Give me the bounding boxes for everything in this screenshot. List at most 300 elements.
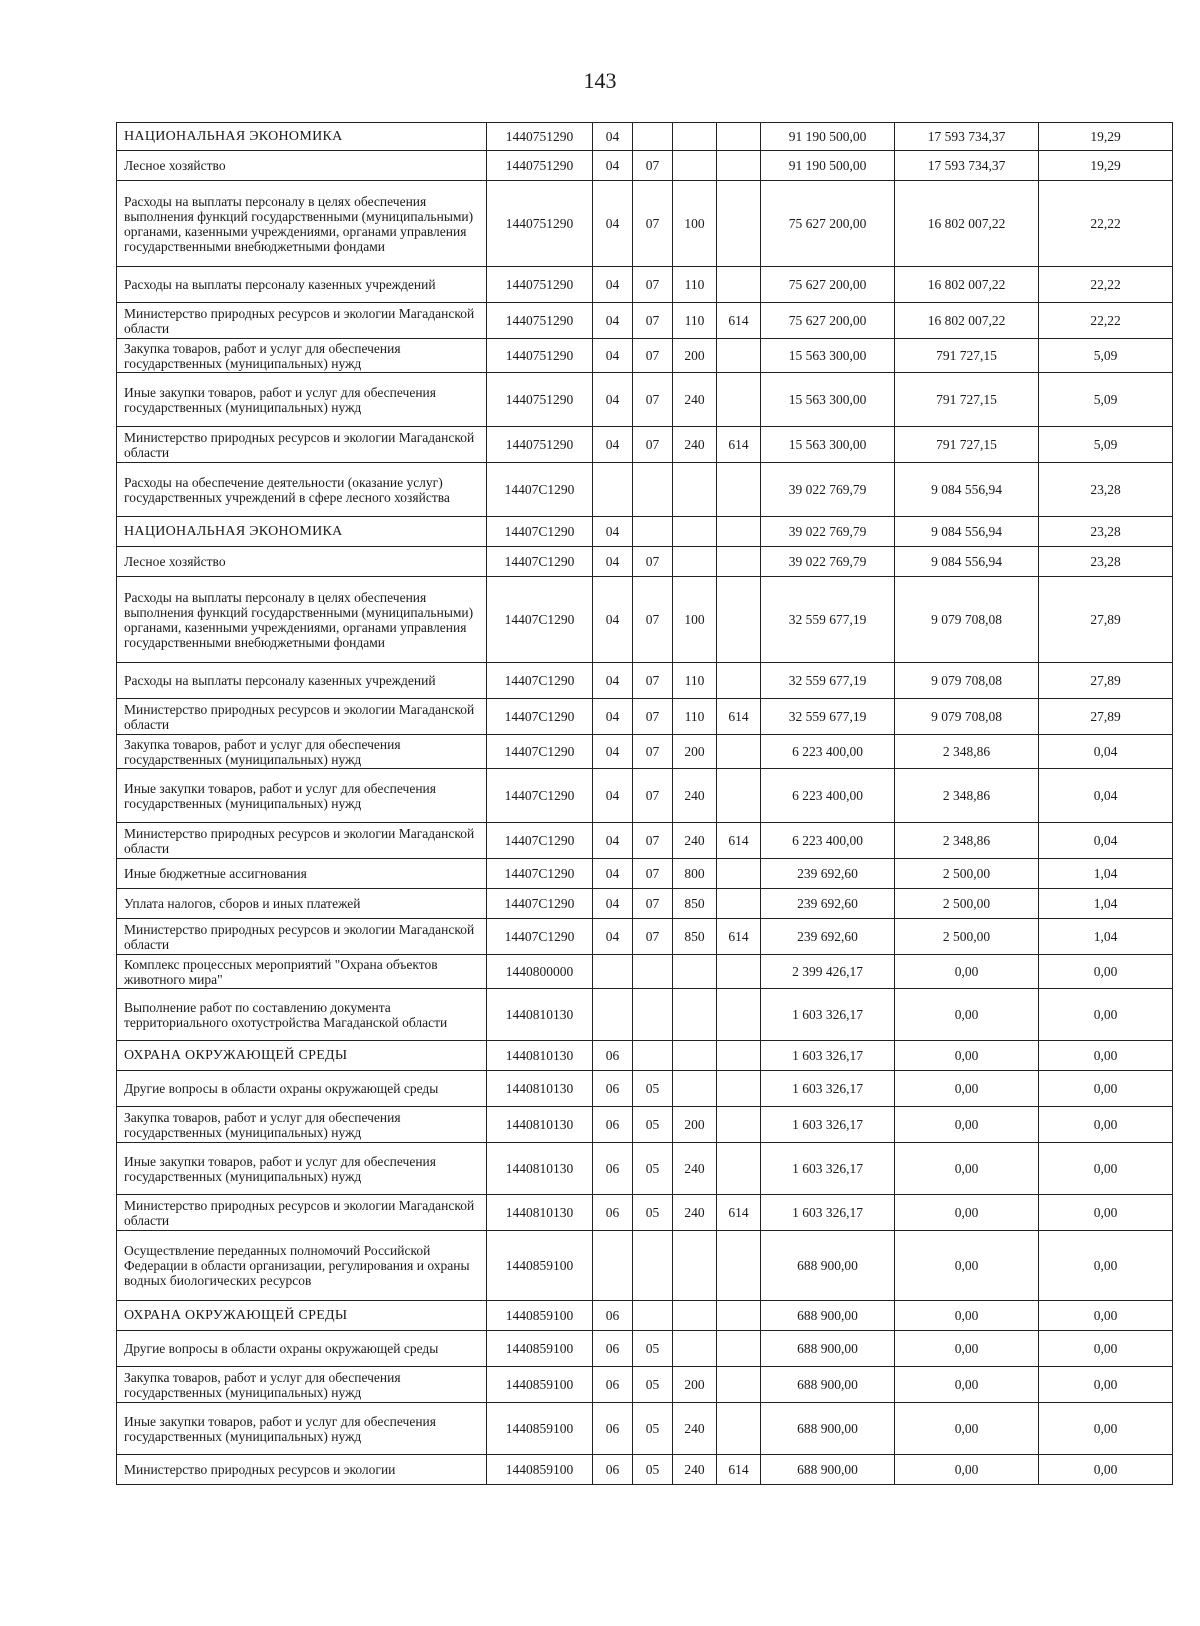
execution-percent-cell: 0,00 bbox=[1039, 1331, 1173, 1367]
administrator-cell bbox=[717, 859, 761, 889]
table-row bbox=[117, 547, 1173, 577]
target-article-cell: 14407С1290 bbox=[487, 547, 593, 577]
execution-percent-cell: 1,04 bbox=[1039, 889, 1173, 919]
executed-amount-cell: 0,00 bbox=[895, 1455, 1039, 1485]
execution-percent-cell: 23,28 bbox=[1039, 547, 1173, 577]
expense-type-cell: 200 bbox=[673, 339, 717, 373]
section-cell bbox=[593, 955, 633, 989]
table-row bbox=[117, 463, 1173, 517]
execution-percent-cell: 22,22 bbox=[1039, 267, 1173, 303]
execution-percent-cell: 0,04 bbox=[1039, 735, 1173, 769]
section-cell: 06 bbox=[593, 1107, 633, 1143]
execution-percent-cell: 0,00 bbox=[1039, 1403, 1173, 1455]
executed-amount-cell: 791 727,15 bbox=[895, 427, 1039, 463]
target-article-cell: 1440751290 bbox=[487, 427, 593, 463]
section-cell: 06 bbox=[593, 1195, 633, 1231]
section-cell: 04 bbox=[593, 859, 633, 889]
expense-type-cell bbox=[673, 1231, 717, 1301]
subsection-cell: 07 bbox=[633, 919, 673, 955]
execution-percent-cell: 0,00 bbox=[1039, 1041, 1173, 1071]
administrator-cell bbox=[717, 339, 761, 373]
target-article-cell: 1440751290 bbox=[487, 151, 593, 181]
section-cell: 04 bbox=[593, 769, 633, 823]
table-row bbox=[117, 339, 1173, 373]
expense-type-cell bbox=[673, 151, 717, 181]
row-name-cell: Осуществление переданных полномочий Российской Федерации в области организации, регулирования и охраны водных биологических ресурсов bbox=[117, 1231, 487, 1301]
planned-amount-cell: 15 563 300,00 bbox=[761, 427, 895, 463]
administrator-cell bbox=[717, 735, 761, 769]
target-article-cell: 1440859100 bbox=[487, 1367, 593, 1403]
table-row bbox=[117, 699, 1173, 735]
executed-amount-cell: 2 500,00 bbox=[895, 889, 1039, 919]
target-article-cell: 1440810130 bbox=[487, 1195, 593, 1231]
execution-percent-cell: 5,09 bbox=[1039, 339, 1173, 373]
executed-amount-cell: 0,00 bbox=[895, 955, 1039, 989]
expense-type-cell: 240 bbox=[673, 427, 717, 463]
executed-amount-cell: 0,00 bbox=[895, 1071, 1039, 1107]
table-body bbox=[117, 123, 1173, 1485]
subsection-cell: 07 bbox=[633, 859, 673, 889]
planned-amount-cell: 688 900,00 bbox=[761, 1367, 895, 1403]
execution-percent-cell: 0,00 bbox=[1039, 1195, 1173, 1231]
executed-amount-cell: 0,00 bbox=[895, 1143, 1039, 1195]
section-cell: 06 bbox=[593, 1301, 633, 1331]
row-name-cell: Лесное хозяйство bbox=[117, 547, 487, 577]
subsection-cell bbox=[633, 1231, 673, 1301]
table-row bbox=[117, 1301, 1173, 1331]
section-cell: 04 bbox=[593, 427, 633, 463]
subsection-cell: 07 bbox=[633, 663, 673, 699]
subsection-cell bbox=[633, 517, 673, 547]
planned-amount-cell: 1 603 326,17 bbox=[761, 1041, 895, 1071]
page-number: 143 bbox=[583, 68, 617, 93]
target-article-cell: 1440859100 bbox=[487, 1403, 593, 1455]
expense-type-cell: 200 bbox=[673, 1107, 717, 1143]
administrator-cell bbox=[717, 663, 761, 699]
execution-percent-cell: 5,09 bbox=[1039, 373, 1173, 427]
planned-amount-cell: 688 900,00 bbox=[761, 1231, 895, 1301]
table-row bbox=[117, 427, 1173, 463]
section-cell: 06 bbox=[593, 1071, 633, 1107]
target-article-cell: 1440751290 bbox=[487, 123, 593, 151]
execution-percent-cell: 27,89 bbox=[1039, 663, 1173, 699]
administrator-cell bbox=[717, 517, 761, 547]
row-name-cell: Министерство природных ресурсов и экологии Магаданской области bbox=[117, 427, 487, 463]
planned-amount-cell: 32 559 677,19 bbox=[761, 699, 895, 735]
executed-amount-cell: 0,00 bbox=[895, 1195, 1039, 1231]
executed-amount-cell: 0,00 bbox=[895, 1231, 1039, 1301]
target-article-cell: 1440810130 bbox=[487, 989, 593, 1041]
subsection-cell: 07 bbox=[633, 769, 673, 823]
section-cell: 04 bbox=[593, 181, 633, 267]
row-name-cell: Другие вопросы в области охраны окружающей среды bbox=[117, 1071, 487, 1107]
table-row bbox=[117, 1331, 1173, 1367]
expense-type-cell bbox=[673, 547, 717, 577]
subsection-cell: 07 bbox=[633, 427, 673, 463]
table-row bbox=[117, 859, 1173, 889]
section-cell: 06 bbox=[593, 1041, 633, 1071]
table-row bbox=[117, 151, 1173, 181]
expense-type-cell: 110 bbox=[673, 663, 717, 699]
section-cell: 04 bbox=[593, 123, 633, 151]
row-name-cell: Иные закупки товаров, работ и услуг для обеспечения государственных (муниципальных) нужд bbox=[117, 1143, 487, 1195]
expense-type-cell: 850 bbox=[673, 919, 717, 955]
row-name-cell: Министерство природных ресурсов и экологии Магаданской области bbox=[117, 823, 487, 859]
execution-percent-cell: 22,22 bbox=[1039, 303, 1173, 339]
row-name-cell: Закупка товаров, работ и услуг для обеспечения государственных (муниципальных) нужд bbox=[117, 735, 487, 769]
target-article-cell: 14407С1290 bbox=[487, 889, 593, 919]
executed-amount-cell: 16 802 007,22 bbox=[895, 267, 1039, 303]
execution-percent-cell: 1,04 bbox=[1039, 859, 1173, 889]
expense-type-cell: 240 bbox=[673, 1143, 717, 1195]
section-cell bbox=[593, 1231, 633, 1301]
expense-type-cell bbox=[673, 1041, 717, 1071]
subsection-cell: 07 bbox=[633, 303, 673, 339]
subsection-cell: 05 bbox=[633, 1143, 673, 1195]
row-name-cell: Расходы на выплаты персоналу казенных учреждений bbox=[117, 267, 487, 303]
row-name-cell: Выполнение работ по составлению документа территориального охотустройства Магаданской области bbox=[117, 989, 487, 1041]
executed-amount-cell: 0,00 bbox=[895, 1107, 1039, 1143]
section-cell: 04 bbox=[593, 303, 633, 339]
subsection-cell bbox=[633, 463, 673, 517]
planned-amount-cell: 688 900,00 bbox=[761, 1301, 895, 1331]
subsection-cell bbox=[633, 989, 673, 1041]
execution-percent-cell: 0,04 bbox=[1039, 769, 1173, 823]
table-row bbox=[117, 1071, 1173, 1107]
target-article-cell: 1440859100 bbox=[487, 1331, 593, 1367]
administrator-cell bbox=[717, 373, 761, 427]
subsection-cell: 05 bbox=[633, 1403, 673, 1455]
execution-percent-cell: 23,28 bbox=[1039, 517, 1173, 547]
subsection-cell: 07 bbox=[633, 577, 673, 663]
row-name-cell: ОХРАНА ОКРУЖАЮЩЕЙ СРЕДЫ bbox=[117, 1301, 487, 1331]
subsection-cell: 07 bbox=[633, 547, 673, 577]
table-row bbox=[117, 577, 1173, 663]
table-row bbox=[117, 1455, 1173, 1485]
planned-amount-cell: 688 900,00 bbox=[761, 1455, 895, 1485]
row-name-cell: Комплекс процессных мероприятий "Охрана объектов животного мира" bbox=[117, 955, 487, 989]
subsection-cell: 07 bbox=[633, 373, 673, 427]
subsection-cell: 07 bbox=[633, 889, 673, 919]
row-name-cell: Иные бюджетные ассигнования bbox=[117, 859, 487, 889]
target-article-cell: 14407С1290 bbox=[487, 823, 593, 859]
subsection-cell bbox=[633, 123, 673, 151]
table-row bbox=[117, 663, 1173, 699]
subsection-cell: 07 bbox=[633, 181, 673, 267]
planned-amount-cell: 688 900,00 bbox=[761, 1331, 895, 1367]
section-cell: 04 bbox=[593, 267, 633, 303]
table-row bbox=[117, 517, 1173, 547]
table-row bbox=[117, 303, 1173, 339]
row-name-cell: ОХРАНА ОКРУЖАЮЩЕЙ СРЕДЫ bbox=[117, 1041, 487, 1071]
planned-amount-cell: 1 603 326,17 bbox=[761, 989, 895, 1041]
section-cell bbox=[593, 989, 633, 1041]
table-row bbox=[117, 769, 1173, 823]
subsection-cell bbox=[633, 955, 673, 989]
subsection-cell: 05 bbox=[633, 1367, 673, 1403]
administrator-cell: 614 bbox=[717, 303, 761, 339]
expense-type-cell: 240 bbox=[673, 1455, 717, 1485]
row-name-cell: Иные закупки товаров, работ и услуг для обеспечения государственных (муниципальных) нужд bbox=[117, 373, 487, 427]
executed-amount-cell: 9 084 556,94 bbox=[895, 463, 1039, 517]
expense-type-cell: 240 bbox=[673, 769, 717, 823]
row-name-cell: Министерство природных ресурсов и экологии bbox=[117, 1455, 487, 1485]
executed-amount-cell: 9 084 556,94 bbox=[895, 517, 1039, 547]
target-article-cell: 1440859100 bbox=[487, 1231, 593, 1301]
execution-percent-cell: 5,09 bbox=[1039, 427, 1173, 463]
expense-type-cell: 200 bbox=[673, 735, 717, 769]
administrator-cell bbox=[717, 1107, 761, 1143]
row-name-cell: Закупка товаров, работ и услуг для обеспечения государственных (муниципальных) нужд bbox=[117, 339, 487, 373]
expense-type-cell: 100 bbox=[673, 577, 717, 663]
section-cell: 04 bbox=[593, 663, 633, 699]
administrator-cell bbox=[717, 1041, 761, 1071]
executed-amount-cell: 791 727,15 bbox=[895, 373, 1039, 427]
target-article-cell: 14407С1290 bbox=[487, 663, 593, 699]
administrator-cell bbox=[717, 547, 761, 577]
row-name-cell: Закупка товаров, работ и услуг для обеспечения государственных (муниципальных) нужд bbox=[117, 1107, 487, 1143]
executed-amount-cell: 0,00 bbox=[895, 1403, 1039, 1455]
executed-amount-cell: 0,00 bbox=[895, 1301, 1039, 1331]
section-cell: 04 bbox=[593, 339, 633, 373]
table-row bbox=[117, 267, 1173, 303]
target-article-cell: 14407С1290 bbox=[487, 769, 593, 823]
table-row bbox=[117, 1195, 1173, 1231]
administrator-cell bbox=[717, 1071, 761, 1107]
row-name-cell: Министерство природных ресурсов и экологии Магаданской области bbox=[117, 699, 487, 735]
target-article-cell: 1440810130 bbox=[487, 1143, 593, 1195]
row-name-cell: Другие вопросы в области охраны окружающей среды bbox=[117, 1331, 487, 1367]
target-article-cell: 14407С1290 bbox=[487, 517, 593, 547]
administrator-cell bbox=[717, 955, 761, 989]
target-article-cell: 1440800000 bbox=[487, 955, 593, 989]
execution-percent-cell: 0,00 bbox=[1039, 1367, 1173, 1403]
administrator-cell bbox=[717, 889, 761, 919]
execution-percent-cell: 23,28 bbox=[1039, 463, 1173, 517]
subsection-cell: 05 bbox=[633, 1455, 673, 1485]
row-name-cell: НАЦИОНАЛЬНАЯ ЭКОНОМИКА bbox=[117, 123, 487, 151]
target-article-cell: 14407С1290 bbox=[487, 735, 593, 769]
row-name-cell: Расходы на выплаты персоналу в целях обеспечения выполнения функций государственными (муниципальными) органами, казенными учреждениями, органами управления государственными внебюджетными фондами bbox=[117, 577, 487, 663]
table-row bbox=[117, 1041, 1173, 1071]
subsection-cell: 07 bbox=[633, 735, 673, 769]
target-article-cell: 1440810130 bbox=[487, 1071, 593, 1107]
administrator-cell bbox=[717, 1143, 761, 1195]
target-article-cell: 1440751290 bbox=[487, 339, 593, 373]
administrator-cell bbox=[717, 123, 761, 151]
row-name-cell: Министерство природных ресурсов и экологии Магаданской области bbox=[117, 303, 487, 339]
expense-type-cell bbox=[673, 1301, 717, 1331]
expense-type-cell: 110 bbox=[673, 699, 717, 735]
table-row bbox=[117, 1143, 1173, 1195]
planned-amount-cell: 1 603 326,17 bbox=[761, 1143, 895, 1195]
table-row bbox=[117, 919, 1173, 955]
expense-type-cell: 850 bbox=[673, 889, 717, 919]
expense-type-cell bbox=[673, 463, 717, 517]
section-cell: 06 bbox=[593, 1403, 633, 1455]
execution-percent-cell: 0,00 bbox=[1039, 1231, 1173, 1301]
planned-amount-cell: 688 900,00 bbox=[761, 1403, 895, 1455]
subsection-cell: 05 bbox=[633, 1107, 673, 1143]
table-row bbox=[117, 1367, 1173, 1403]
subsection-cell: 05 bbox=[633, 1195, 673, 1231]
target-article-cell: 1440810130 bbox=[487, 1107, 593, 1143]
target-article-cell: 14407С1290 bbox=[487, 699, 593, 735]
administrator-cell bbox=[717, 181, 761, 267]
executed-amount-cell: 16 802 007,22 bbox=[895, 181, 1039, 267]
planned-amount-cell: 39 022 769,79 bbox=[761, 463, 895, 517]
planned-amount-cell: 32 559 677,19 bbox=[761, 577, 895, 663]
execution-percent-cell: 0,00 bbox=[1039, 989, 1173, 1041]
executed-amount-cell: 17 593 734,37 bbox=[895, 123, 1039, 151]
target-article-cell: 14407С1290 bbox=[487, 919, 593, 955]
target-article-cell: 14407С1290 bbox=[487, 577, 593, 663]
subsection-cell bbox=[633, 1041, 673, 1071]
section-cell: 06 bbox=[593, 1455, 633, 1485]
executed-amount-cell: 9 079 708,08 bbox=[895, 699, 1039, 735]
table-row bbox=[117, 955, 1173, 989]
section-cell: 04 bbox=[593, 919, 633, 955]
target-article-cell: 1440810130 bbox=[487, 1041, 593, 1071]
execution-percent-cell: 0,00 bbox=[1039, 1071, 1173, 1107]
administrator-cell bbox=[717, 1301, 761, 1331]
expense-type-cell bbox=[673, 1331, 717, 1367]
administrator-cell bbox=[717, 769, 761, 823]
execution-percent-cell: 27,89 bbox=[1039, 699, 1173, 735]
row-name-cell: Расходы на выплаты персоналу казенных учреждений bbox=[117, 663, 487, 699]
expense-type-cell bbox=[673, 517, 717, 547]
target-article-cell: 14407С1290 bbox=[487, 859, 593, 889]
administrator-cell: 614 bbox=[717, 427, 761, 463]
section-cell: 04 bbox=[593, 373, 633, 427]
target-article-cell: 1440859100 bbox=[487, 1301, 593, 1331]
planned-amount-cell: 2 399 426,17 bbox=[761, 955, 895, 989]
expense-type-cell: 110 bbox=[673, 267, 717, 303]
table-row bbox=[117, 1107, 1173, 1143]
administrator-cell: 614 bbox=[717, 823, 761, 859]
execution-percent-cell: 0,00 bbox=[1039, 1455, 1173, 1485]
budget-table bbox=[116, 122, 1173, 1485]
execution-percent-cell: 0,00 bbox=[1039, 955, 1173, 989]
subsection-cell: 07 bbox=[633, 699, 673, 735]
execution-percent-cell: 0,04 bbox=[1039, 823, 1173, 859]
section-cell: 04 bbox=[593, 517, 633, 547]
table-row bbox=[117, 123, 1173, 151]
expense-type-cell: 240 bbox=[673, 1403, 717, 1455]
row-name-cell: Министерство природных ресурсов и экологии Магаданской области bbox=[117, 1195, 487, 1231]
planned-amount-cell: 1 603 326,17 bbox=[761, 1071, 895, 1107]
planned-amount-cell: 15 563 300,00 bbox=[761, 339, 895, 373]
planned-amount-cell: 239 692,60 bbox=[761, 919, 895, 955]
expense-type-cell: 240 bbox=[673, 823, 717, 859]
table-row bbox=[117, 373, 1173, 427]
administrator-cell bbox=[717, 989, 761, 1041]
table-row bbox=[117, 1403, 1173, 1455]
section-cell bbox=[593, 463, 633, 517]
expense-type-cell: 110 bbox=[673, 303, 717, 339]
section-cell: 06 bbox=[593, 1143, 633, 1195]
target-article-cell: 1440751290 bbox=[487, 181, 593, 267]
subsection-cell bbox=[633, 1301, 673, 1331]
planned-amount-cell: 39 022 769,79 bbox=[761, 517, 895, 547]
administrator-cell bbox=[717, 577, 761, 663]
subsection-cell: 05 bbox=[633, 1331, 673, 1367]
subsection-cell: 07 bbox=[633, 339, 673, 373]
table-row bbox=[117, 181, 1173, 267]
section-cell: 06 bbox=[593, 1367, 633, 1403]
planned-amount-cell: 239 692,60 bbox=[761, 859, 895, 889]
administrator-cell bbox=[717, 1331, 761, 1367]
administrator-cell bbox=[717, 463, 761, 517]
target-article-cell: 14407С1290 bbox=[487, 463, 593, 517]
executed-amount-cell: 9 079 708,08 bbox=[895, 577, 1039, 663]
row-name-cell: Расходы на выплаты персоналу в целях обеспечения выполнения функций государственными (муниципальными) органами, казенными учреждениями, органами управления государственными внебюджетными фондами bbox=[117, 181, 487, 267]
execution-percent-cell: 19,29 bbox=[1039, 151, 1173, 181]
executed-amount-cell: 2 348,86 bbox=[895, 735, 1039, 769]
executed-amount-cell: 0,00 bbox=[895, 1041, 1039, 1071]
planned-amount-cell: 75 627 200,00 bbox=[761, 303, 895, 339]
section-cell: 04 bbox=[593, 699, 633, 735]
executed-amount-cell: 2 500,00 bbox=[895, 859, 1039, 889]
administrator-cell: 614 bbox=[717, 1455, 761, 1485]
executed-amount-cell: 16 802 007,22 bbox=[895, 303, 1039, 339]
table-row bbox=[117, 823, 1173, 859]
planned-amount-cell: 1 603 326,17 bbox=[761, 1195, 895, 1231]
section-cell: 06 bbox=[593, 1331, 633, 1367]
row-name-cell: Закупка товаров, работ и услуг для обеспечения государственных (муниципальных) нужд bbox=[117, 1367, 487, 1403]
table-row bbox=[117, 1231, 1173, 1301]
execution-percent-cell: 19,29 bbox=[1039, 123, 1173, 151]
expense-type-cell bbox=[673, 989, 717, 1041]
subsection-cell: 07 bbox=[633, 823, 673, 859]
execution-percent-cell: 27,89 bbox=[1039, 577, 1173, 663]
planned-amount-cell: 239 692,60 bbox=[761, 889, 895, 919]
section-cell: 04 bbox=[593, 735, 633, 769]
target-article-cell: 1440751290 bbox=[487, 303, 593, 339]
executed-amount-cell: 2 500,00 bbox=[895, 919, 1039, 955]
expense-type-cell: 100 bbox=[673, 181, 717, 267]
executed-amount-cell: 17 593 734,37 bbox=[895, 151, 1039, 181]
execution-percent-cell: 0,00 bbox=[1039, 1107, 1173, 1143]
executed-amount-cell: 2 348,86 bbox=[895, 823, 1039, 859]
planned-amount-cell: 91 190 500,00 bbox=[761, 151, 895, 181]
planned-amount-cell: 6 223 400,00 bbox=[761, 823, 895, 859]
table-row bbox=[117, 989, 1173, 1041]
executed-amount-cell: 0,00 bbox=[895, 989, 1039, 1041]
target-article-cell: 1440859100 bbox=[487, 1455, 593, 1485]
expense-type-cell bbox=[673, 1071, 717, 1107]
section-cell: 04 bbox=[593, 151, 633, 181]
planned-amount-cell: 6 223 400,00 bbox=[761, 735, 895, 769]
expense-type-cell bbox=[673, 955, 717, 989]
executed-amount-cell: 9 084 556,94 bbox=[895, 547, 1039, 577]
subsection-cell: 07 bbox=[633, 267, 673, 303]
expense-type-cell: 240 bbox=[673, 373, 717, 427]
row-name-cell: Расходы на обеспечение деятельности (оказание услуг) государственных учреждений в сфере лесного хозяйства bbox=[117, 463, 487, 517]
planned-amount-cell: 91 190 500,00 bbox=[761, 123, 895, 151]
executed-amount-cell: 0,00 bbox=[895, 1331, 1039, 1367]
administrator-cell: 614 bbox=[717, 919, 761, 955]
row-name-cell: НАЦИОНАЛЬНАЯ ЭКОНОМИКА bbox=[117, 517, 487, 547]
planned-amount-cell: 39 022 769,79 bbox=[761, 547, 895, 577]
administrator-cell bbox=[717, 1367, 761, 1403]
execution-percent-cell: 0,00 bbox=[1039, 1143, 1173, 1195]
planned-amount-cell: 15 563 300,00 bbox=[761, 373, 895, 427]
planned-amount-cell: 6 223 400,00 bbox=[761, 769, 895, 823]
expense-type-cell: 240 bbox=[673, 1195, 717, 1231]
execution-percent-cell: 1,04 bbox=[1039, 919, 1173, 955]
target-article-cell: 1440751290 bbox=[487, 373, 593, 427]
